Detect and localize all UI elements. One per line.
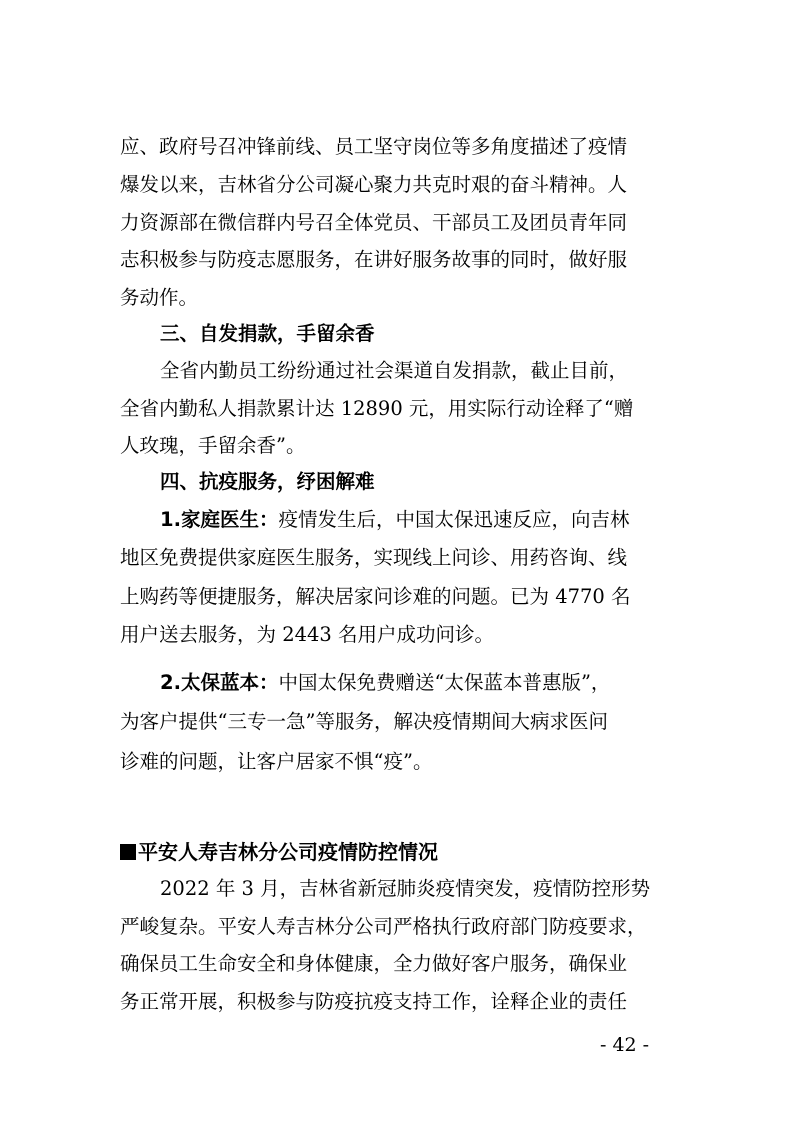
square-bullet-icon [120,844,136,860]
item-1-line-2: 地区免费提供家庭医生服务，实现线上问诊、用药咨询、线 [120,546,628,569]
heading-section-3: 三、自发捐款，手留余香 [160,322,375,345]
paragraph-2-line-3: 人玫瑰，手留余香”。 [120,434,306,457]
item-2-line-2: 为客户提供“三专一急”等服务，解决疫情期间大病求医问 [120,710,608,733]
paragraph-3-line-4: 务正常开展，积极参与防疫抗疫支持工作，诠释企业的责任 [120,990,628,1013]
section-title [120,838,676,866]
heading-section-4: 四、抗疫服务，纾困解难 [160,470,375,493]
paragraph-3-line-2: 严峻复杂。平安人寿吉林分公司严格执行政府部门防疫要求， [120,915,647,938]
item-2-text: 中国太保免费赠送“太保蓝本普惠版”， [278,671,611,694]
item-1-line-1 [160,507,676,533]
paragraph-1-line-5: 务动作。 [120,286,199,309]
item-2-label: 2.太保蓝本： [160,671,279,694]
paragraph-1-line-4: 志积极参与防疫志愿服务，在讲好服务故事的同时，做好服 [120,248,628,271]
item-2-line-1 [160,670,676,696]
paragraph-1-line-1: 应、政府号召冲锋前线、员工坚守岗位等多角度描述了疫情 [120,135,628,158]
item-1-text: 疫情发生后，中国太保迅速反应，向吉林 [278,508,630,531]
paragraph-1-line-3: 力资源部在微信群内号召全体党员、干部员工及团员青年同 [120,211,628,234]
paragraph-2-line-2: 全省内勤私人捐款累计达 12890 元，用实际行动诠释了“赠 [120,397,634,420]
page-number: - 42 - [600,1034,650,1056]
paragraph-1-line-2: 爆发以来，吉林省分公司凝心聚力共克时艰的奋斗精神。人 [120,173,628,196]
section-title-text: 平安人寿吉林分公司疫情防控情况 [138,840,438,864]
item-2-line-3: 诊难的问题，让客户居家不惧“疫”。 [120,750,433,773]
paragraph-3-line-3: 确保员工生命安全和身体健康，全力做好客户服务，确保业 [120,952,628,975]
paragraph-3-line-1: 2022 年 3 月，吉林省新冠肺炎疫情突发，疫情防控形势 [160,877,651,900]
item-1-line-4: 用户送去服务，为 2443 名用户成功问诊。 [120,623,495,646]
paragraph-2-line-1: 全省内勤员工纷纷通过社会渠道自发捐款，截止目前， [160,359,629,382]
item-1-line-3: 上购药等便捷服务，解决居家问诊难的问题。已为 4770 名 [120,585,631,608]
item-1-label: 1.家庭医生： [160,508,279,531]
